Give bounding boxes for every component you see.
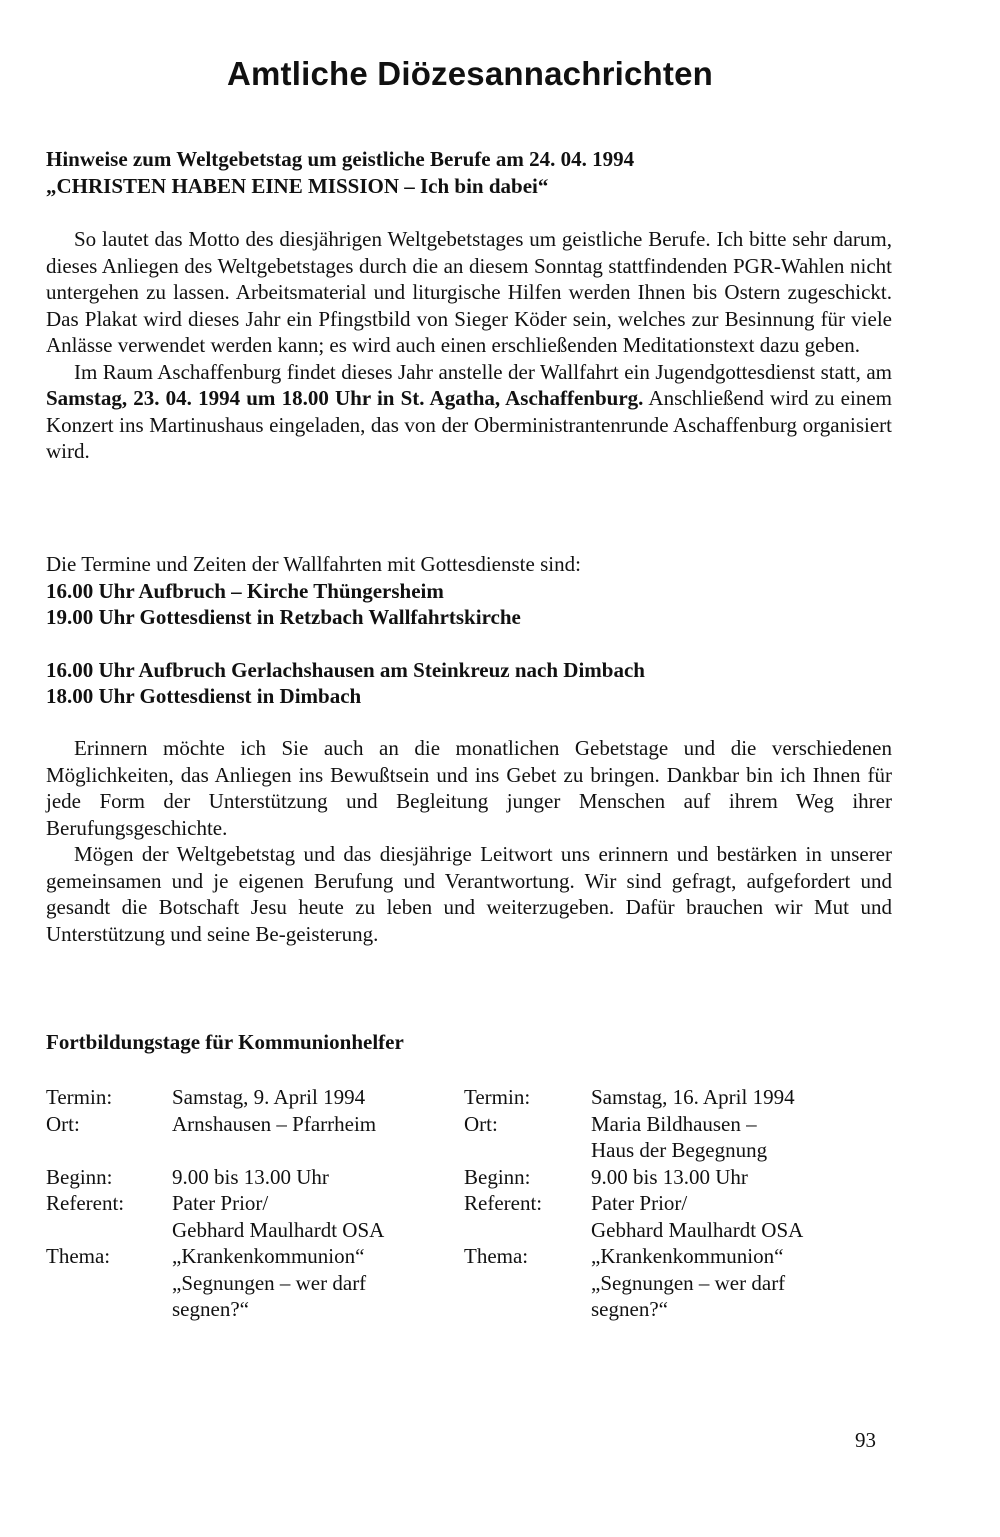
section-fortbildung-heading: Fortbildungstage für Kommunionhelfer <box>46 1030 404 1054</box>
termine-item: 19.00 Uhr Gottesdienst in Retzbach Wallfahrtskirche <box>46 605 521 629</box>
schedule-value-right: 9.00 bis 13.00 Uhr <box>591 1164 748 1189</box>
schedule-value-left: „Krankenkommunion“ <box>172 1244 365 1268</box>
section-heading-line-1: Hinweise zum Weltgebetstag um geistliche Berufe am 24. 04. 1994 <box>46 147 635 171</box>
schedule-value-left: Pater Prior/ <box>172 1191 269 1215</box>
schedule-label-right: Referent: <box>464 1191 543 1215</box>
termine-list <box>46 551 892 710</box>
schedule-label-left: Beginn: <box>46 1164 113 1189</box>
table-row <box>46 1190 891 1217</box>
schedule-label-right: Beginn: <box>464 1164 531 1189</box>
schedule-value-right: Gebhard Maulhardt OSA <box>591 1217 804 1242</box>
schedule-value-left: Gebhard Maulhardt OSA <box>172 1217 385 1242</box>
schedule-label-right <box>464 1137 591 1164</box>
table-row <box>46 1217 891 1244</box>
termine-intro: Die Termine und Zeiten der Wallfahrten mit Gottesdienste sind: <box>46 552 581 576</box>
paragraph-aschaffenburg-text-a: Im Raum Aschaffenburg findet dieses Jahr anstelle der Wallfahrt ein Jugendgottesdienst statt, am <box>74 359 892 384</box>
schedule-table-wrapper <box>46 1084 892 1323</box>
schedule-value-right: „Krankenkommunion“ <box>591 1244 784 1268</box>
schedule-label-left: Referent: <box>46 1191 125 1215</box>
schedule-value-right: segnen?“ <box>591 1297 668 1321</box>
termine-item: 18.00 Uhr Gottesdienst in Dimbach <box>46 684 362 708</box>
schedule-value-right: Maria Bildhausen – <box>591 1111 757 1136</box>
schedule-value-right: Samstag, 16. April 1994 <box>591 1085 795 1109</box>
schedule-label-left: Ort: <box>46 1111 80 1136</box>
table-row <box>46 1164 891 1191</box>
table-row <box>46 1296 891 1323</box>
section-weltgebetstag-closing <box>46 735 892 947</box>
paragraph-aschaffenburg-text-b: Anschließend wird zu einem Konzert ins Martinushaus eingeladen, das von der Oberministrantenrunde Aschaffenburg organisiert wird. <box>46 386 892 463</box>
schedule-value-right: Pater Prior/ <box>591 1191 688 1215</box>
schedule-value-right: Haus der Begegnung <box>591 1138 768 1162</box>
schedule-value-left: segnen?“ <box>172 1297 249 1321</box>
schedule-label-left: Termin: <box>46 1085 113 1109</box>
page-number: 93 <box>855 1428 876 1452</box>
schedule-label-left <box>46 1270 172 1297</box>
schedule-value-left: 9.00 bis 13.00 Uhr <box>172 1164 329 1189</box>
paragraph-moegen: Mögen der Weltgebetstag und das diesjährige Leitwort uns erinnern und bestärken in unserer gemeinsamen und je eigenen Berufung und Verantwortung. Wir sind gefragt, aufgefordert und gesandt die Botschaft Jesu heute zu leben und weiterzugeben. Dafür brauchen wir Mut und Unterstützung und seine Be-geisterung. <box>46 842 892 946</box>
section-weltgebetstag-heading <box>46 146 892 200</box>
paragraph-motto: So lautet das Motto des diesjährigen Weltgebetstages um geistliche Berufe. Ich bitte sehr darum, dieses Anliegen des Weltgebetstages durch die an diesem Sonntag stattfindenden PGR-Wahlen nicht untergehen zu lassen. Arbeitsmaterial und liturgische Hilfen werden Ihnen bis Ostern zugeschickt. Das Plakat wird dieses Jahr ein Pfingstbild von Sieger Köder sein, welches zur Besinnung für viele Anlässe verwendet werden kann; es wird auch einen erschließenden Meditationstext dazu geben. <box>46 227 892 357</box>
schedule-label-left: Thema: <box>46 1244 111 1268</box>
termine-item: 16.00 Uhr Aufbruch – Kirche Thüngersheim <box>46 578 444 603</box>
termine-item: 16.00 Uhr Aufbruch Gerlachshausen am Steinkreuz nach Dimbach <box>46 657 645 682</box>
schedule-label-right: Ort: <box>464 1111 498 1136</box>
table-row <box>46 1084 891 1111</box>
schedule-label-left <box>46 1217 172 1244</box>
section-fortbildung <box>46 1029 892 1056</box>
schedule-label-right: Thema: <box>464 1244 529 1268</box>
table-row <box>46 1243 891 1270</box>
schedule-value-right: „Segnungen – wer darf <box>591 1270 786 1295</box>
schedule-value-left: „Segnungen – wer darf <box>172 1270 367 1295</box>
table-row <box>46 1270 891 1297</box>
section-heading-line-2: „CHRISTEN HABEN EINE MISSION – Ich bin dabei“ <box>46 174 549 198</box>
table-row <box>46 1111 891 1138</box>
paragraph-aschaffenburg-date: Samstag, 23. 04. 1994 um 18.00 Uhr in St. Agatha, Aschaffenburg. <box>46 386 644 410</box>
schedule-label-left <box>46 1296 172 1323</box>
paragraph-erinnern: Erinnern möchte ich Sie auch an die monatlichen Gebetstage und die verschiedenen Möglichkeiten, das Anliegen ins Bewußtsein und ins Gebet zu bringen. Dankbar bin ich Ihnen für jede Form der Unterstützung und Begleitung junger Menschen auf ihrem Weg ihrer Berufungsgeschichte. <box>46 736 892 840</box>
schedule-table <box>46 1084 891 1323</box>
paragraph-aschaffenburg <box>46 359 892 465</box>
schedule-value-left: Samstag, 9. April 1994 <box>172 1085 366 1109</box>
section-weltgebetstag-body <box>46 226 892 465</box>
schedule-label-left <box>46 1137 172 1164</box>
schedule-label-right <box>464 1296 591 1323</box>
schedule-label-right <box>464 1270 591 1297</box>
schedule-label-right <box>464 1217 591 1244</box>
table-row <box>46 1137 891 1164</box>
schedule-label-right: Termin: <box>464 1085 531 1109</box>
schedule-value-left <box>172 1137 464 1164</box>
page-title: Amtliche Diözesannachrichten <box>226 55 714 92</box>
schedule-value-left: Arnshausen – Pfarrheim <box>172 1111 377 1136</box>
